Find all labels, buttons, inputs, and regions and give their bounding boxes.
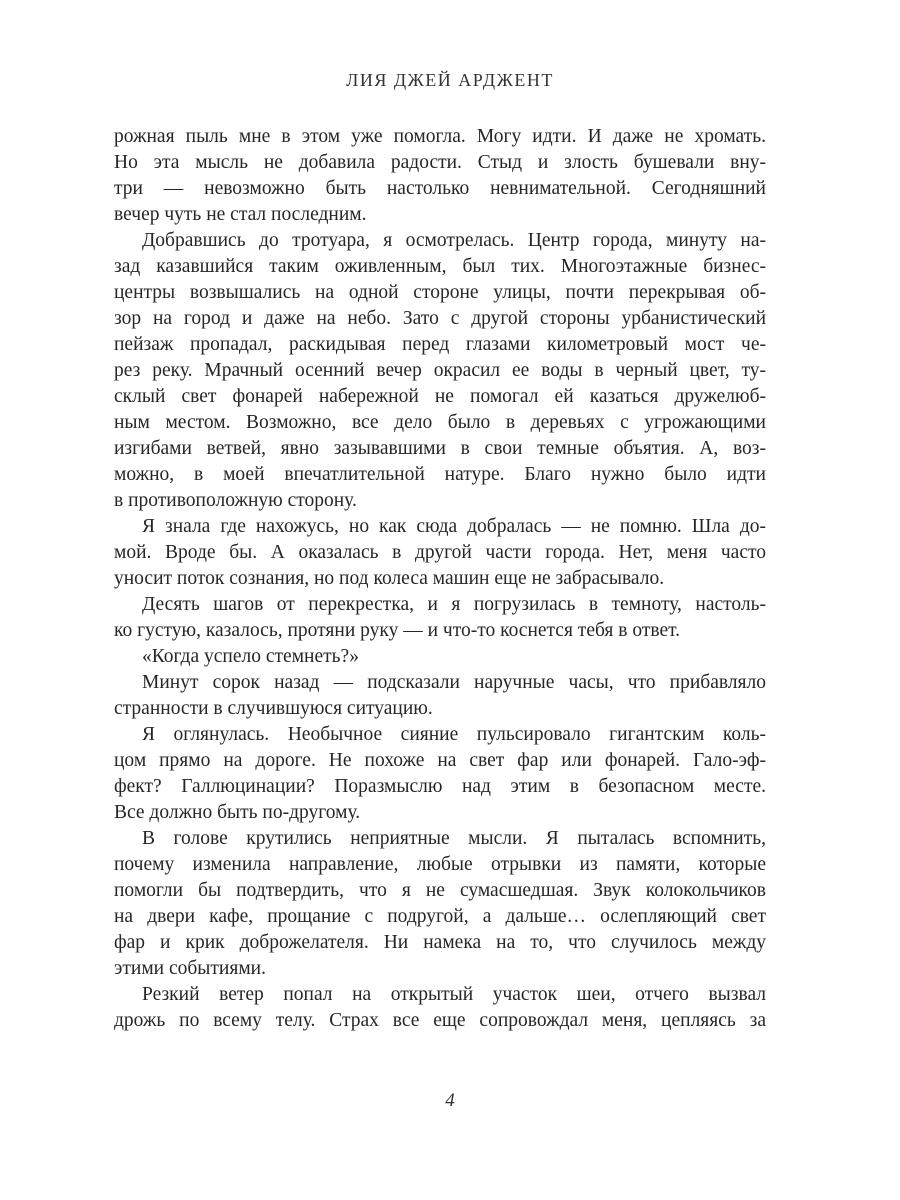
text-line: цом прямо на дороге. Не похоже на свет фар или фонарей. Гало-эф-: [114, 750, 766, 771]
paragraph: [114, 514, 766, 592]
text-line: Добравшись до тротуара, я осмотрелась. Центр города, минуту на-: [142, 230, 766, 251]
text-line: Я оглянулась. Необычное сияние пульсировало гигантским коль-: [142, 724, 766, 745]
text-line: Все должно быть по-другому.: [114, 802, 361, 823]
text-line: В голове крутились неприятные мысли. Я пыталась вспомнить,: [142, 828, 766, 849]
text-line: рожная пыль мне в этом уже помогла. Могу идти. И даже не хромать.: [114, 126, 766, 147]
text-line: «Когда успело стемнеть?»: [142, 646, 359, 667]
text-line: ным местом. Возможно, все дело было в деревьях с угрожающими: [114, 412, 766, 433]
text-line: три — невозможно быть настолько невнимательной. Сегодняшний: [114, 178, 766, 199]
text-line: Минут сорок назад — подсказали наручные часы, что прибавляло: [142, 672, 766, 693]
text-line: Резкий ветер попал на открытый участок шеи, отчего вызвал: [142, 984, 766, 1005]
text-line: странности в случившуюся ситуацию.: [114, 698, 433, 719]
text-line: Я знала где нахожусь, но как сюда добралась — не помню. Шла до-: [142, 516, 766, 537]
text-line: дрожь по всему телу. Страх все еще сопровождал меня, цепляясь за: [114, 1010, 766, 1031]
text-line: центры возвышались на одной стороне улицы, почти перекрывая об-: [114, 282, 766, 303]
text-line: на двери кафе, прощание с подругой, а дальше… ослепляющий свет: [114, 906, 766, 927]
text-line: зад казавшийся таким оживленным, был тих. Многоэтажные бизнес-: [114, 256, 766, 277]
text-line: уносит поток сознания, но под колеса машин еще не забрасывало.: [114, 568, 665, 589]
text-line: Десять шагов от перекрестка, и я погрузилась в темноту, настоль-: [142, 594, 766, 615]
text-line: пейзаж пропадал, раскидывая перед глазами километровый мост че-: [114, 334, 766, 355]
paragraph: [114, 722, 766, 826]
paragraph: [114, 644, 766, 670]
page-number: 4: [445, 1090, 455, 1111]
text-line: в противоположную сторону.: [114, 490, 357, 511]
text-line: фект? Галлюцинации? Поразмыслю над этим в безопасном месте.: [114, 776, 766, 797]
text-line: Но эта мысль не добавила радости. Стыд и злость бушевали вну-: [114, 152, 766, 173]
text-line: изгибами ветвей, явно зазывавшими в свои темные объятия. А, воз-: [114, 438, 766, 459]
text-line: вечер чуть не стал последним.: [114, 204, 367, 225]
paragraph: [114, 982, 766, 1034]
running-head: ЛИЯ ДЖЕЙ АРДЖЕНТ: [346, 70, 554, 90]
paragraph: [114, 592, 766, 644]
paragraph: [114, 228, 766, 514]
paragraph: [114, 826, 766, 982]
paragraph: [114, 124, 766, 228]
paragraph: [114, 670, 766, 722]
text-line: мой. Вроде бы. А оказалась в другой части города. Нет, меня часто: [114, 542, 766, 563]
text-line: этими событиями.: [114, 958, 266, 979]
text-line: рез реку. Мрачный осенний вечер окрасил ее воды в черный цвет, ту-: [114, 360, 766, 381]
text-line: склый свет фонарей набережной не помогал ей казаться дружелюб-: [114, 386, 766, 407]
body-text: [114, 124, 766, 1034]
text-line: помогли бы подтвердить, что я не сумасшедшая. Звук колокольчиков: [114, 880, 766, 901]
text-line: можно, в моей впечатлительной натуре. Благо нужно было идти: [114, 464, 766, 485]
text-line: почему изменила направление, любые отрывки из памяти, которые: [114, 854, 766, 875]
text-line: фар и крик доброжелателя. Ни намека на то, что случилось между: [114, 932, 766, 953]
text-line: зор на город и даже на небо. Зато с другой стороны урбанистический: [114, 308, 766, 329]
text-line: ко густую, казалось, протяни руку — и что-то коснется тебя в ответ.: [114, 620, 681, 641]
